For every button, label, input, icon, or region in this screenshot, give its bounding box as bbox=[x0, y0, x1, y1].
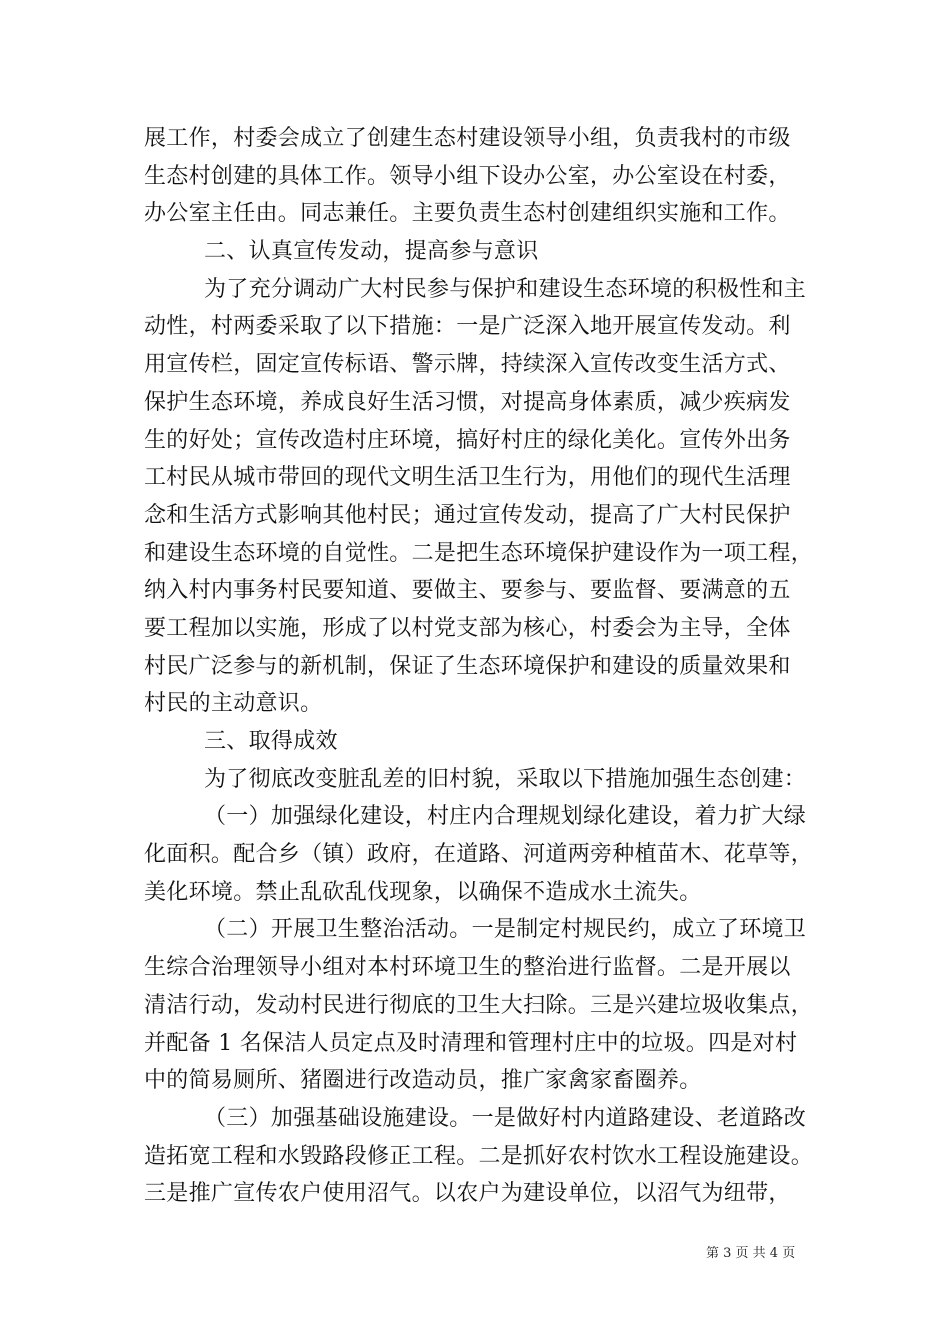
text-line: 为了彻底改变脏乱差的旧村貌，采取以下措施加强生态创建： bbox=[204, 766, 807, 792]
text-line: 生态村创建的具体工作。领导小组下设办公室，办公室设在村委， bbox=[144, 163, 791, 189]
text-line: 生的好处；宣传改造村庄环境，搞好村庄的绿化美化。宣传外出务 bbox=[144, 427, 791, 453]
page-number: 第 3 页 共 4 页 bbox=[706, 1246, 796, 1261]
text-line: 清洁行动，发动村民进行彻底的卫生大扫除。三是兴建垃圾收集点， bbox=[144, 992, 814, 1018]
text-line: （三）加强基础设施建设。一是做好村内道路建设、老道路改 bbox=[204, 1105, 807, 1131]
text-line: 和建设生态环境的自觉性。二是把生态环境保护建设作为一项工程， bbox=[144, 540, 814, 566]
section-heading: 二、认真宣传发动，提高参与意识 bbox=[204, 239, 539, 265]
text-line: 动性，村两委采取了以下措施：一是广泛深入地开展宣传发动。利 bbox=[144, 314, 791, 340]
text-line: 要工程加以实施，形成了以村党支部为核心，村委会为主导，全体 bbox=[144, 615, 791, 641]
text-line: 中的简易厕所、猪圈进行改造动员，推广家禽家畜圈养。 bbox=[144, 1068, 702, 1094]
text-line: 保护生态环境，养成良好生活习惯，对提高身体素质，减少疾病发 bbox=[144, 389, 791, 415]
text-line: 并配备 1 名保洁人员定点及时清理和管理村庄中的垃圾。四是对村 bbox=[144, 1030, 798, 1056]
text-line: 办公室主任由。同志兼任。主要负责生态村创建组织实施和工作。 bbox=[144, 201, 791, 227]
text-line: （一）加强绿化建设，村庄内合理规划绿化建设，着力扩大绿 bbox=[204, 804, 807, 830]
text-line: 村民广泛参与的新机制，保证了生态环境保护和建设的质量效果和 bbox=[144, 653, 791, 679]
text-line: 村民的主动意识。 bbox=[144, 691, 323, 717]
text-line: 展工作，村委会成立了创建生态村建设领导小组，负责我村的市级 bbox=[144, 126, 791, 151]
text-line: 美化环境。禁止乱砍乱伐现象，以确保不造成水土流失。 bbox=[144, 879, 702, 905]
text-line: 为了充分调动广大村民参与保护和建设生态环境的积极性和主 bbox=[204, 276, 807, 302]
text-line: 工村民从城市带回的现代文明生活卫生行为，用他们的现代生活理 bbox=[144, 465, 791, 491]
text-line: 造拓宽工程和水毁路段修正工程。二是抓好农村饮水工程设施建设。 bbox=[144, 1143, 814, 1169]
section-heading: 三、取得成效 bbox=[204, 729, 338, 754]
text-line: 纳入村内事务村民要知道、要做主、要参与、要监督、要满意的五 bbox=[144, 578, 791, 604]
text-line: 念和生活方式影响其他村民；通过宣传发动，提高了广大村民保护 bbox=[144, 502, 791, 528]
text-line: 用宣传栏，固定宣传标语、警示牌，持续深入宣传改变生活方式、 bbox=[144, 352, 791, 378]
text-line: 化面积。配合乡（镇）政府，在道路、河道两旁种植苗木、花草等， bbox=[144, 842, 814, 868]
text-line: 三是推广宣传农户使用沼气。以农户为建设单位，以沼气为纽带， bbox=[144, 1181, 791, 1207]
document-body bbox=[144, 120, 812, 1213]
text-line: （二）开展卫生整治活动。一是制定村规民约，成立了环境卫 bbox=[204, 917, 807, 943]
text-line: 生综合治理领导小组对本村环境卫生的整治进行监督。二是开展以 bbox=[144, 955, 791, 981]
